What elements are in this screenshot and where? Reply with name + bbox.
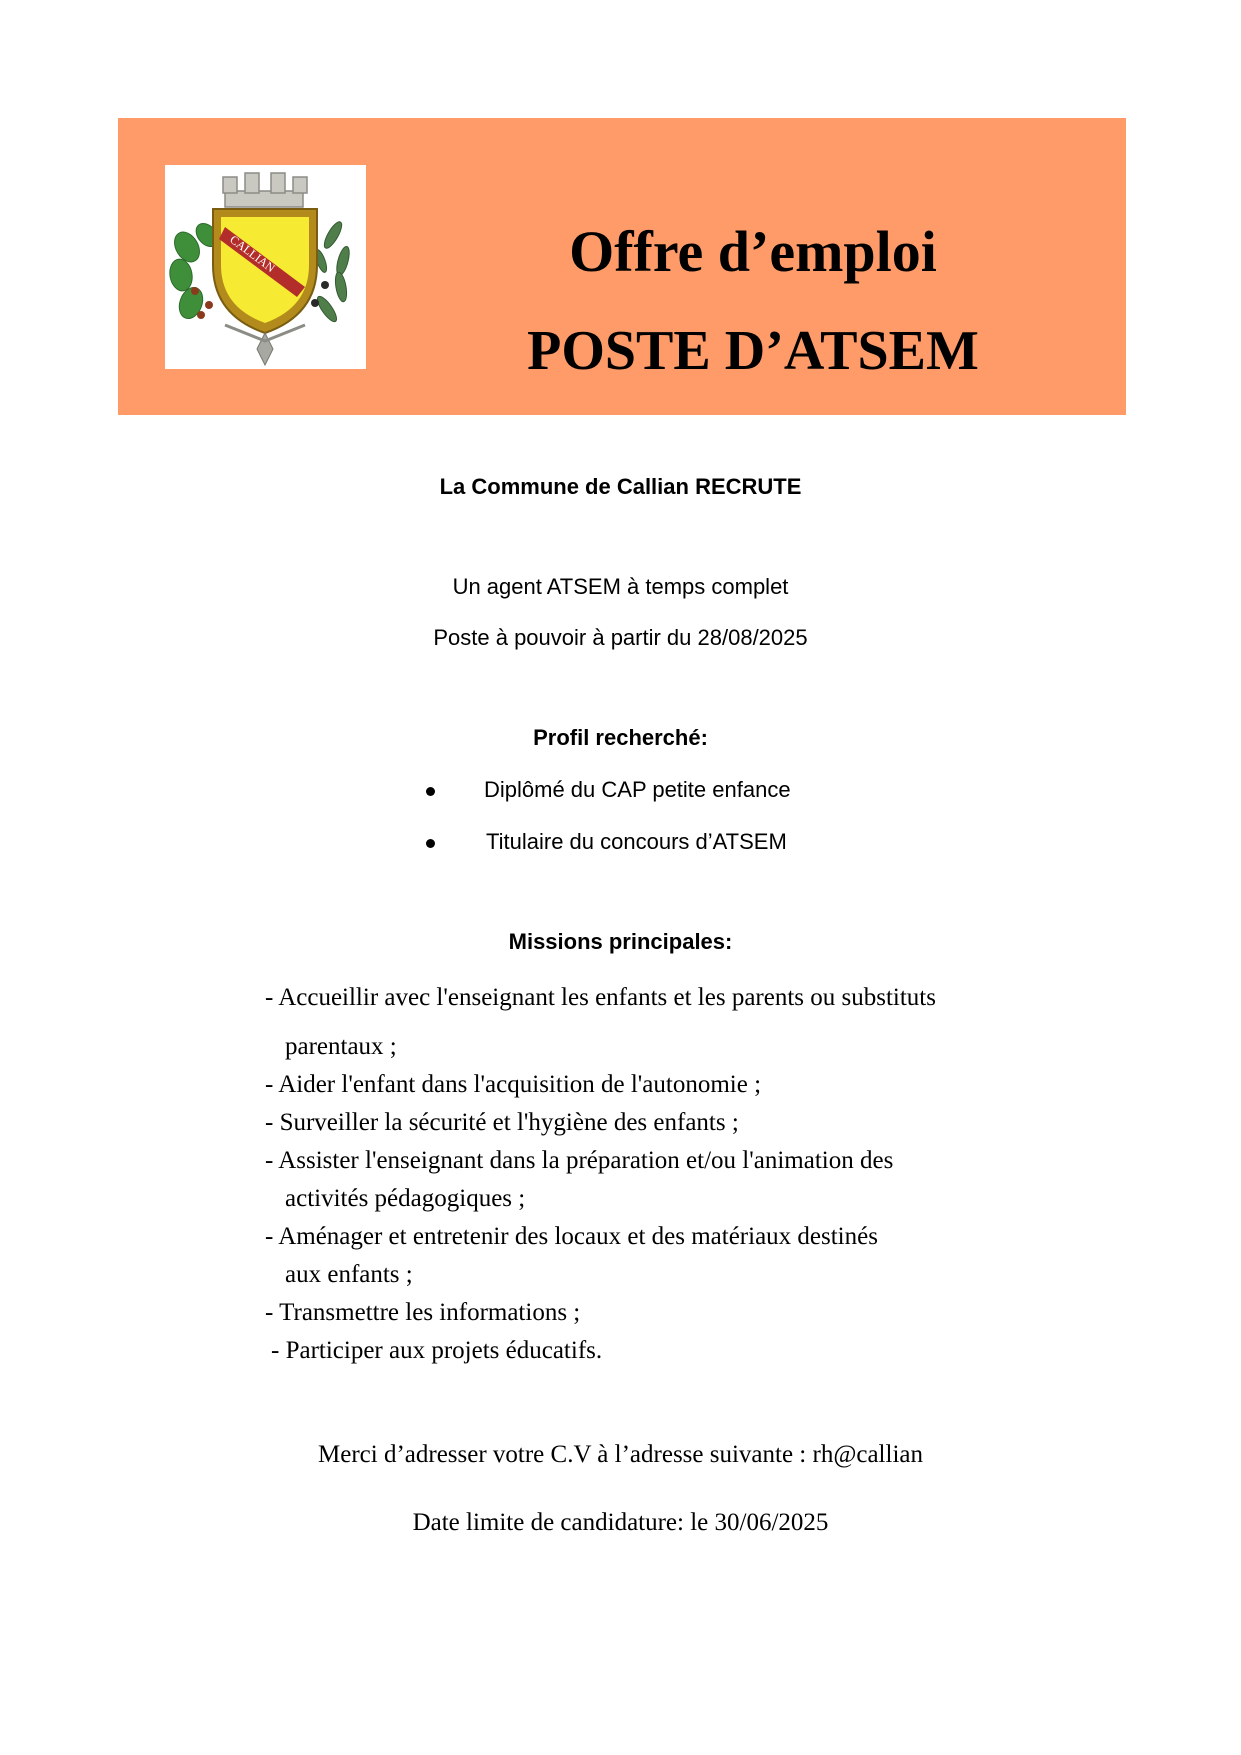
mission-line: - Aider l'enfant dans l'acquisition de l'autonomie ;	[265, 1071, 762, 1098]
mission-line: - Transmettre les informations ;	[265, 1299, 581, 1326]
header-banner	[118, 118, 1126, 415]
page-title: Offre d’emploi	[569, 219, 937, 284]
page-subtitle: POSTE D’ATSEM	[527, 320, 979, 382]
missions-list	[265, 978, 1065, 1370]
mission-line: - Surveiller la sécurité et l'hygiène des enfants ;	[265, 1109, 739, 1136]
deadline-line: Date limite de candidature: le 30/06/2025	[412, 1509, 829, 1536]
contact-line: Merci d’adresser votre C.V à l’adresse suivante : rh@callian	[318, 1441, 923, 1468]
position-line: Un agent ATSEM à temps complet	[452, 574, 789, 599]
mission-line: aux enfants ;	[285, 1261, 413, 1288]
mission-line: - Accueillir avec l'enseignant les enfants et les parents ou substituts	[265, 984, 936, 1011]
missions-heading: Missions principales:	[508, 929, 733, 954]
mission-line: - Aménager et entretenir des locaux et des matériaux destinés	[265, 1223, 878, 1250]
bullet-icon	[426, 787, 435, 796]
mission-line: - Assister l'enseignant dans la préparation et/ou l'animation des	[265, 1147, 894, 1174]
mission-line: activités pédagogiques ;	[285, 1185, 526, 1212]
start-date-line: Poste à pouvoir à partir du 28/08/2025	[433, 625, 808, 650]
bullet-icon	[426, 839, 435, 848]
profile-heading: Profil recherché:	[533, 725, 708, 750]
recruiting-line: La Commune de Callian RECRUTE	[439, 474, 802, 499]
mission-line: parentaux ;	[285, 1033, 397, 1060]
crest-text: CALLIAN	[227, 232, 278, 276]
mission-line: - Participer aux projets éducatifs.	[271, 1337, 603, 1364]
